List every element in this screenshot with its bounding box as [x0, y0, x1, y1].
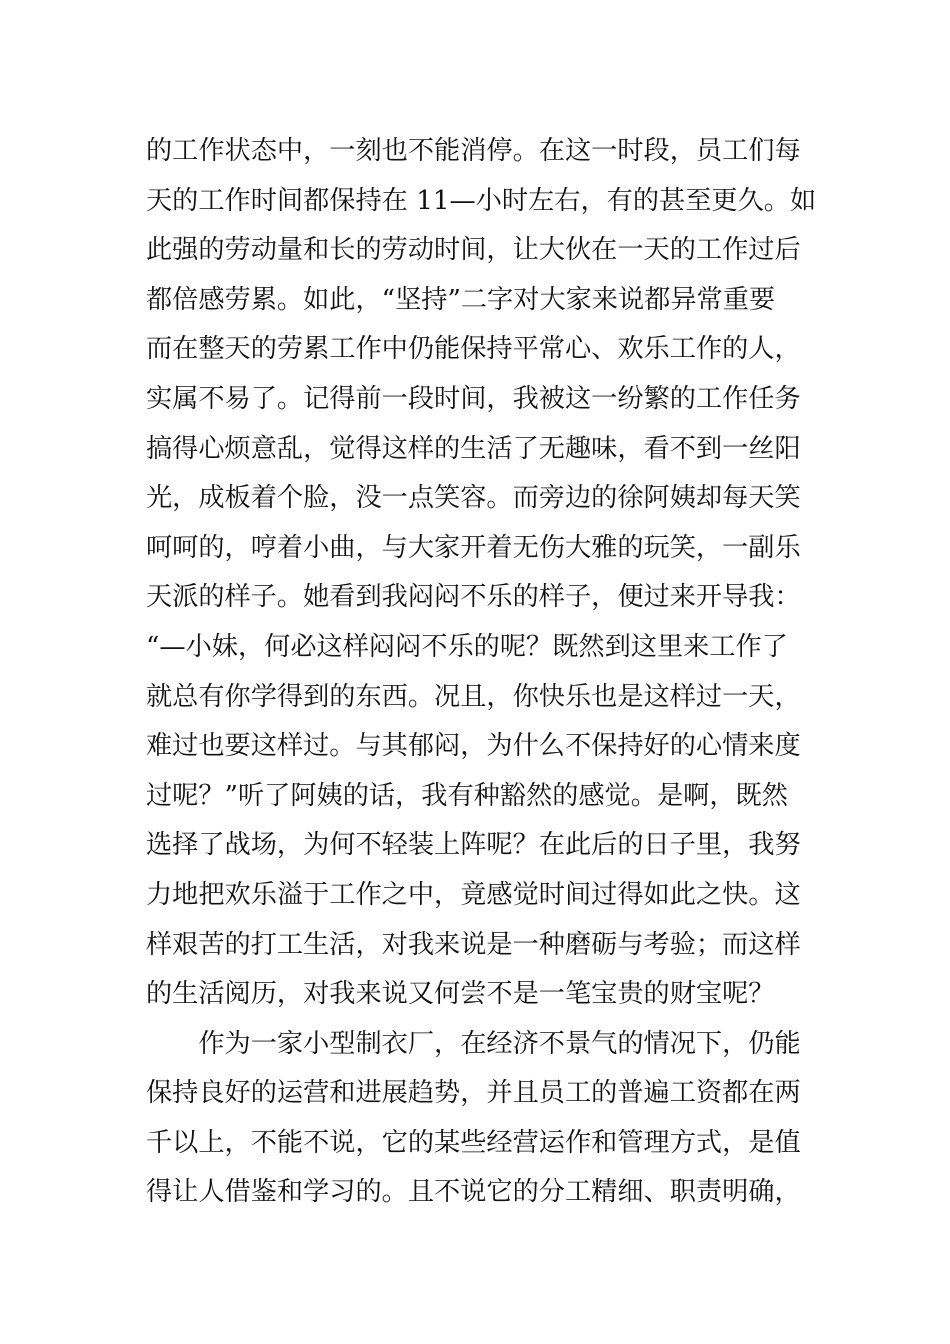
text-line: 保持良好的运营和进展趋势，并且员工的普遍工资都在两: [146, 1078, 801, 1109]
text-line: 的生活阅历，对我来说又何尝不是一笔宝贵的财宝呢？: [146, 979, 775, 1010]
text-line: 的工作状态中，一刻也不能消停。在这一时段，员工们每: [146, 136, 801, 166]
text-line: 此强的劳动量和长的劳动时间，让大伙在一天的工作过后: [146, 235, 801, 266]
text-line: 选择了战场，为何不轻装上阵呢？在此后的日子里，我努: [146, 830, 801, 861]
text-line: 就总有你学得到的东西。况且，你快乐也是这样过一天，: [146, 681, 801, 712]
text-line: 实属不易了。记得前一段时间，我被这一纷繁的工作任务: [146, 383, 801, 414]
text-line: 过呢？”听了阿姨的话，我有种豁然的感觉。是啊，既然: [146, 780, 788, 811]
text-line: 都倍感劳累。如此，“坚持”二字对大家来说都异常重要: [146, 284, 776, 315]
text-line: 力地把欢乐溢于工作之中，竟感觉时间过得如此之快。这: [146, 879, 801, 910]
text-line: 样艰苦的打工生活，对我来说是一种磨砺与考验；而这样: [146, 929, 801, 960]
text-line: 而在整天的劳累工作中仍能保持平常心、欢乐工作的人，: [146, 334, 801, 365]
text-line: 天派的样子。她看到我闷闷不乐的样子，便过来开导我：: [146, 582, 801, 613]
text-line: 难过也要这样过。与其郁闷，为什么不保持好的心情来度: [146, 731, 801, 762]
text-line: 呵呵的，哼着小曲，与大家开着无伤大雅的玩笑，一副乐: [146, 532, 801, 563]
text-line: 光，成板着个脸，没一点笑容。而旁边的徐阿姨却每天笑: [146, 483, 801, 514]
document-body: [146, 127, 816, 1218]
text-line: “—小妹，何必这样闷闷不乐的呢？既然到这里来工作了: [146, 631, 788, 662]
text-line: 天的工作时间都保持在 11—小时左右，有的甚至更久。如: [146, 185, 816, 216]
text-line: 搞得心烦意乱，觉得这样的生活了无趣味，看不到一丝阳: [146, 433, 801, 464]
paragraph-start-line: 作为一家小型制衣厂，在经济不景气的情况下，仍能: [146, 1028, 801, 1059]
text-line: 得让人借鉴和学习的。且不说它的分工精细、职责明确，: [146, 1177, 801, 1208]
text-line: 千以上，不能不说，它的某些经营运作和管理方式，是值: [146, 1127, 801, 1158]
